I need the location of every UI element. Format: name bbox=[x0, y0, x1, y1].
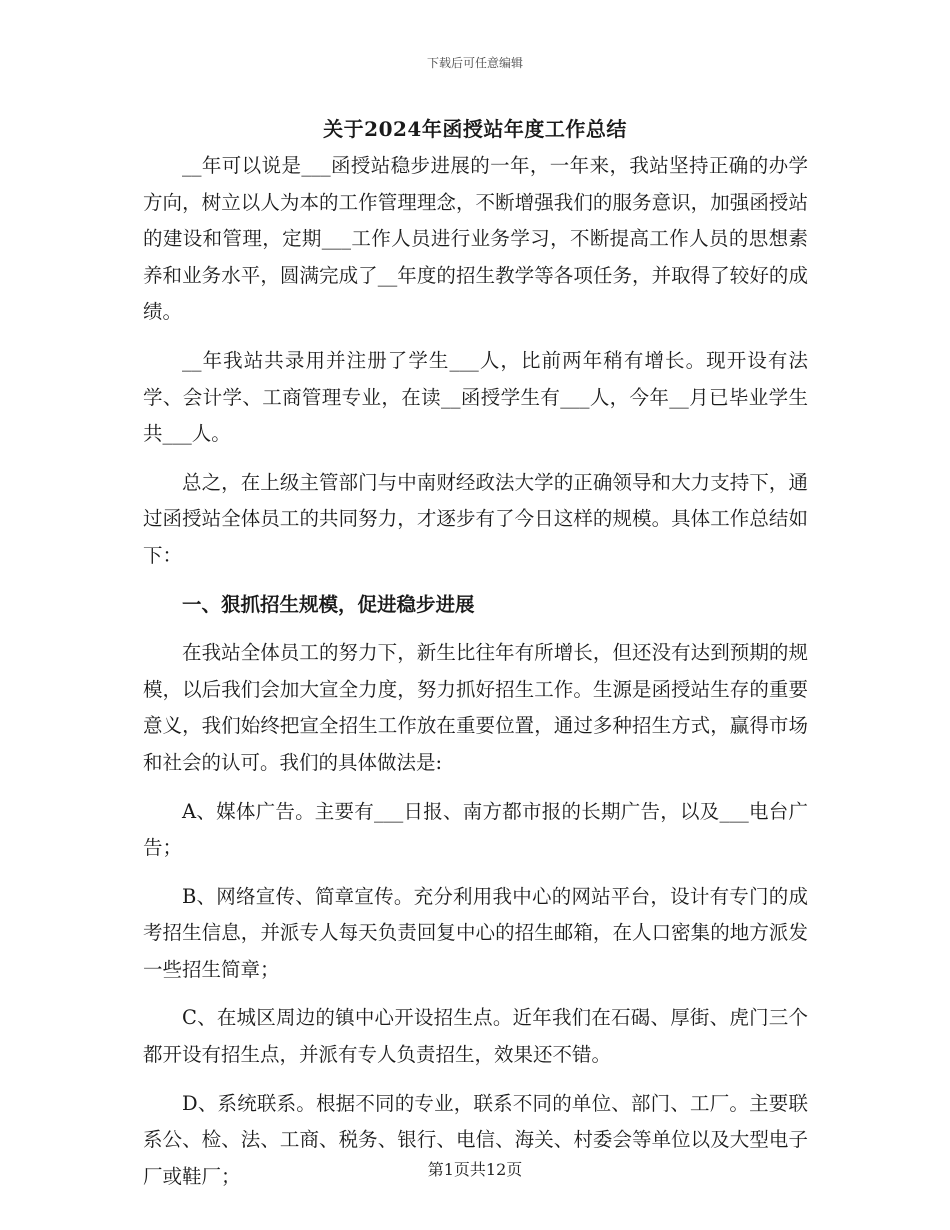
document-title: 关于2024年函授站年度工作总结 bbox=[323, 117, 627, 141]
list-item-online-promotion: B、网络宣传、简章宣传。充分利用我中心的网站平台，设计有专门的成考招生信息，并派专人每天负责回复中心的招生邮箱，在人口密集的地方派发一些招生简章； bbox=[143, 884, 808, 981]
page-indicator: 第1页共12页 bbox=[427, 1160, 523, 1179]
document-body bbox=[143, 148, 808, 1207]
paragraph-intro: __年可以说是___函授站稳步进展的一年，一年来，我站坚持正确的办学方向，树立以人为本的工作管理理念，不断增强我们的服务意识，加强函授站的建设和管理，定期___工作人员进行业务学习，不断提高工作人员的思想素养和业务水平，圆满完成了__年度的招生教学等各项任务，并取得了较好的成绩。 bbox=[143, 154, 808, 324]
list-item-system-contact: D、系统联系。根据不同的专业，联系不同的单位、部门、工厂。主要联系公、检、法、工商、税务、银行、电信、海关、村委会等单位以及大型电子厂或鞋厂； bbox=[143, 1091, 808, 1188]
list-item-media-ads: A、媒体广告。主要有___日报、南方都市报的长期广告，以及___电台广告； bbox=[143, 799, 808, 860]
header-note: 下载后可任意编辑 bbox=[426, 56, 523, 70]
list-item-enrollment-points: C、在城区周边的镇中心开设招生点。近年我们在石碣、厚街、虎门三个都开设有招生点，并派有专人负责招生，效果还不错。 bbox=[143, 1006, 808, 1067]
section-heading: 一、狠抓招生规模，促进稳步进展 bbox=[182, 592, 475, 616]
paragraph-summary: 总之，在上级主管部门与中南财经政法大学的正确领导和大力支持下，通过函授站全体员工的共同努力，才逐步有了今日这样的规模。具体工作总结如下： bbox=[143, 470, 808, 567]
paragraph-recruitment: 在我站全体员工的努力下，新生比往年有所增长，但还没有达到预期的规模，以后我们会加大宣全力度，努力抓好招生工作。生源是函授站生存的重要意义，我们始终把宣全招生工作放在重要位置，通过多种招生方式，赢得市场和社会的认可。我们的具体做法是: bbox=[143, 641, 808, 774]
paragraph-enrollment: __年我站共录用并注册了学生___人，比前两年稍有增长。现开设有法学、会计学、工商管理专业，在读__函授学生有___人，今年__月已毕业学生共___人。 bbox=[143, 348, 808, 446]
